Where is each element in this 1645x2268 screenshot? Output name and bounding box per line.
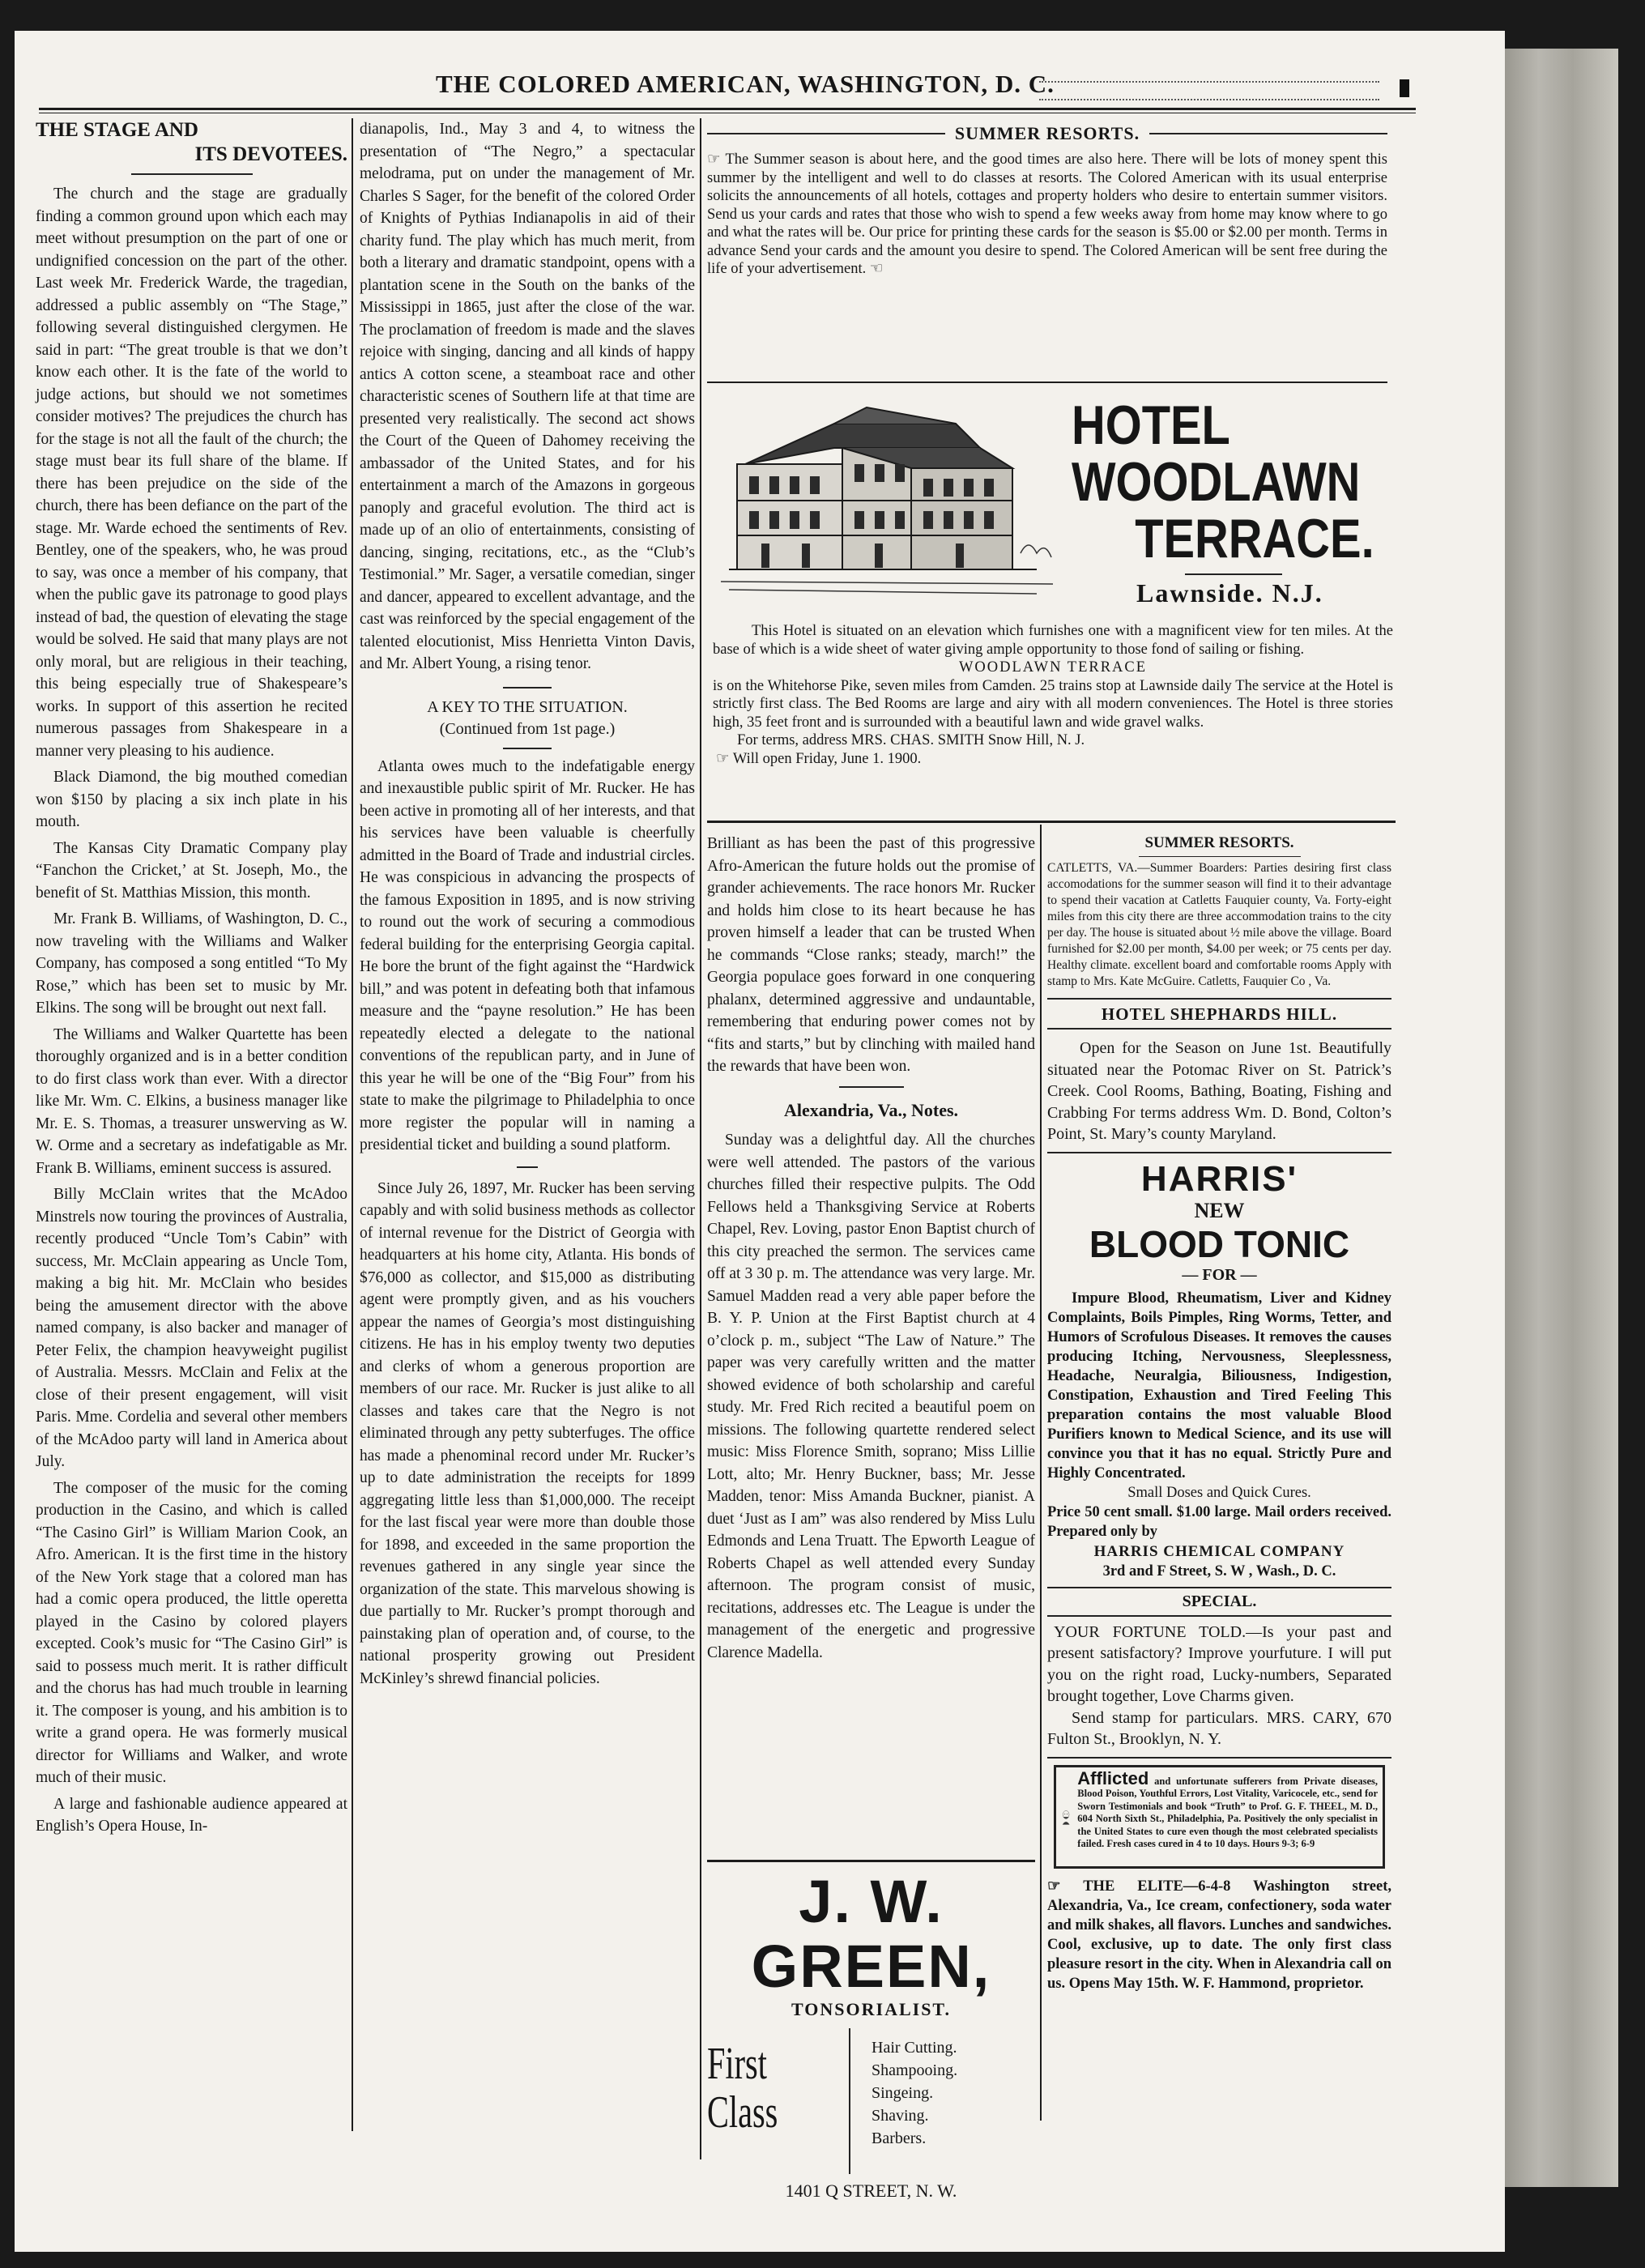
key-title: A KEY TO THE SITUATION. (427, 697, 628, 716)
column-rule (352, 118, 353, 2131)
resorts-intro-text: The Summer season is about here, and the good times are also here. There will be lots of money spent this summer by the intelligent and well to do classes at resorts. The Colored American with its usual enterprise solicits the announcements of all hotels, cottages and property holders who desire to entertain summer visitors. Send us your cards and rates that those who wish to spend a few weeks away from home may know where to go and what the rates will be. Our price for printing these cards for the season is $5.00 or $2.00 per month. Terms in advance Send your cards and the amount you desire to spend. The Colored American will be sent free during the life of your advertisement. (707, 151, 1387, 277)
harris-body: Impure Blood, Rheumatism, Liver and Kidney Complaints, Boils Pimples, Ring Worms, Tetter, and Humors of Scrofulous Diseases. It removes the causes producing Itching, Nervousness, Sleeplessness, Headache, Neuralgia, Biliousness, Indigestion, Constipation, Exhaustion and Tired Feeling This preparation contains the most valuable Blood Purifiers known to Medical Science, and its use will convince you that it has no equal. Strictly Pure and Highly Concentrated. (1047, 1290, 1391, 1481)
column-rule (1040, 825, 1042, 2121)
green-name: J. W. GREEN, (751, 1868, 991, 2000)
paragraph: The Kansas City Dramatic Company play “Fanchon the Cricket,’ at St. Joseph, Mo., the benefit of St. Matthias Mission, this month. (36, 839, 347, 902)
pointing-hand-icon: ☞ (716, 750, 733, 767)
hotel-illustration (713, 391, 1061, 606)
afflicted-head: Afflicted (1077, 1767, 1149, 1788)
paragraph: Since July 26, 1897, Mr. Rucker has been serving capably and with solid business methods as collector of internal revenue for the District of Georgia with headquarters at his home city, Atlanta. His bonds of $76,000 as collector, and $15,000 as distributing agent were promptly given, and as his vouchers appear the names of Georgia’s most distinguishing citizens. He has in his employ twenty two deputies and clerks of whom a generous proportion are members of our race. Mr. Rucker is just alike to all classes and takes care that the Negro is not eliminated through any petty subterfuges. The office has made a phenominal record under Mr. Rucker’s up to date administration the receipts for 1899 aggregating little less than $1,000,000. The receipt for the last fiscal year were more than double those for 1898, and exceeded in the same proportion the revenues gathered in any single year since the organization of the state. This marvelous showing is due partially to Mr. Rucker’s prompt thorough and painstaking plan of operation and, of course, to the national prosperity growing out President McKinley’s shrewd financial policies. (360, 1179, 695, 1687)
service-item: Hair Cutting. (872, 2039, 957, 2057)
hotel-terms: For terms, address MRS. CHAS. SMITH Snow Hill, N. J. (737, 732, 1085, 748)
afflicted-advertisement (1054, 1765, 1385, 1869)
doctor-portrait-icon (1061, 1772, 1071, 1861)
column-two (360, 118, 695, 1694)
class-label: Class (707, 2087, 778, 2138)
harris-price: Price 50 cent small. $1.00 large. Mail orders received. Prepared only by (1047, 1503, 1391, 1540)
hotel-body-2: is on the Whitehorse Pike, seven miles from Camden. 25 trains stop at Lawnside daily The service at the Hotel is strictly first class. The Bed Rooms are large and airy with all modern conveniences. The Hotel is three stories high, 35 feet front and is surrounded with a beautiful lawn and wide gravel walks. (713, 677, 1393, 731)
key-subtitle: (Continued from 1st page.) (439, 720, 616, 738)
special-notice-2: Send stamp for particulars. MRS. CARY, 670 Fulton St., Brooklyn, N. Y. (1047, 1708, 1391, 1748)
column-rule (700, 118, 701, 2159)
divider (517, 1166, 538, 1168)
hotel-engraving (713, 391, 1061, 606)
green-services-block (707, 2028, 1035, 2174)
paragraph: Mr. Frank B. Williams, of Washington, D. C., now traveling with the Williams and Walker Company, has composed a song entitled “To My Rose,” which has been set to music by Mr. Elkins. The song will be brought out next fall. (36, 910, 347, 1017)
green-address: 1401 Q STREET, N. W. (785, 2181, 957, 2201)
divider (503, 687, 552, 688)
hotel-location: Lawnside. N.J. (1136, 578, 1323, 608)
harris-address: 3rd and F Street, S. W , Wash., D. C. (1102, 1562, 1336, 1580)
section-rule (1047, 998, 1391, 1000)
divider (503, 748, 552, 749)
hotel-rule (1185, 573, 1282, 575)
hotel-body: This Hotel is situated on an elevation which furnishes one with a magnificent view for ten miles. At the base of which is a wide sheet of water giving ample opportunity to those fond of sailing or fishing. (713, 623, 1393, 658)
harris-tonic: BLOOD TONIC (1089, 1222, 1350, 1265)
resorts-title-2: SUMMER RESORTS. (1144, 834, 1294, 851)
resorts-heading (707, 123, 1387, 144)
paragraph: Brilliant as has been the past of this progressive Afro-American the future holds out the promise of grander achievements. The race honors Mr. Rucker and holds him close to its heart because he has proven himself a leader that can be trusted When he commands “Close ranks; steady, march!” the Georgia populace goes forward in one conquering phalanx, determined aggressive and undauntable, remembering that enduring power comes not by “fits and starts,” but by clinching with mailed hand the rewards that have been won. (707, 835, 1035, 1075)
paragraph: Billy McClain writes that the McAdoo Minstrels now touring the provinces of Australia, recently produced “Uncle Tom’s Cabin” with success, Mr. McClain appearing as Uncle Tom, making a big hit. Mr. McClain who besides being the amusement director with the above named company, is also backer and manager of Peter Felix, the champion heavyweight pugilist of Australia. Messrs. McClain and Felix at the close of their present engagement, will visit Paris. Mme. Cordelia and several other members of the McAdoo party will land in America about July. (36, 1186, 347, 1470)
elite-notice (1047, 1877, 1391, 1993)
paragraph: The Williams and Walker Quartette has been thoroughly organized and is in a better condition to do first class work than ever. With a director like Mr. Wm. C. Elkins, a business manager like Mr. E. S. Thomas, a treasurer unswerving as W. W. Orme and a secretary as indefatigable as Mr. Frank B. Williams, eminent success is assured. (36, 1025, 347, 1177)
paragraph: Black Diamond, the big mouthed comedian won $150 by placing a six inch plate in his mouth. (36, 769, 347, 830)
section-rule (1047, 1757, 1391, 1759)
hotel-name-line2: WOODLAWN (1072, 451, 1361, 513)
green-trade: TONSORIALIST. (791, 1999, 951, 2019)
ad-rule (707, 1860, 1035, 1862)
first-class-block (707, 2028, 850, 2174)
masthead: THE COLORED AMERICAN, WASHINGTON, D. C. (436, 70, 1055, 98)
heading-rule (1149, 133, 1387, 134)
masthead-rule (39, 108, 1416, 110)
summer-resorts-notice (707, 123, 1387, 279)
paragraph: dianapolis, Ind., May 3 and 4, to witness the presentation of “The Negro,” a spectacular melodrama, put on under the management of Mr. Charles S Sager, for the benefit of the colored Order of Knights of Pythias Indianapolis in aid of their charity fund. The play which has much merit, from both a literary and dramatic standpoint, opens with a plantation scene in the South on the banks of the Mississippi in 1865, just after the close of the war. The proclamation of freedom is made and the slaves rejoice with singing, dancing and all kinds of happy antics A cotton scene, a steamboat race and other characteristic scenes of Southern life at that time are presented very realistically. The second act shows the Court of the Queen of Dahomey receiving the ambassador of the United States, and for his entertainment a march of the Amazons in gorgeous panoply and graceful evolution. The third act is made up of an olio of entertainments, consisting of dancing, singing, recitations, etc., as the “Club’s Testimonial.” Mr. Sager, a versatile comedian, singer and dancer, appeared to excellent advantage, and the cast was reinforced by the special engagement of the talented elocutionist, Miss Henrietta Vinton Davis, and Mr. Albert Young, a rising tenor. (360, 121, 695, 672)
paragraph: A large and fashionable audience appeared at English’s Opera House, In- (36, 1795, 347, 1835)
page-marker (1400, 79, 1409, 97)
stage-article (36, 118, 347, 1842)
hotel-subhead: WOODLAWN TERRACE (958, 659, 1148, 676)
hotel-opening: Will open Friday, June 1. 1900. (732, 750, 922, 767)
book-binding (1505, 49, 1618, 2187)
article-title-2: ITS DEVOTEES. (194, 143, 347, 165)
paragraph: Sunday was a delightful day. All the churches were well attended. The pastors of the various churches filled their respective pulpits. The Odd Fellows held a Thanksgiving Service at Roberts Chapel, Rev. Loving, pastor Enon Baptist church of this city preached the sermon. The services came off at 3 30 p. m. The attendance was very large. Mr. Samuel Madden read a very able paper before the B. Y. P. Union at the First Baptist church at 4 o’clock p. m., subject “The Law of Nature.” The paper was very carefully written and the matter showed evidence of both scholarship and careful study. Mr. Fred Rich recited a beautiful poem on missions. The following quartette rendered select music: Miss Florence Smith, soprano; Miss Lillie Lott, alto; Mr. Henry Buckner, bass; Mr. Jesse Madden, tenor: Miss Amanda Buckner, pianist. A duet ‘Just as I am” was also rendered by Miss Lulu Edmonds and Lena Truatt. The Epworth League of Roberts Chapel as well attended every Sunday afternoon. The program consist of music, recitations, addresses etc. The League is under the management of the energetic and progressive Clarence Madella. (707, 1132, 1035, 1661)
service-item: Barbers. (872, 2129, 927, 2147)
elite-text: THE ELITE—6-4-8 Washington street, Alexandria, Va., Ice cream, confectionery, soda water and milk shakes, all flavors. Lunches and sandwiches. Cool, exclusive, up to date. The only first class pleasure resort in the city. When in Alexandria call on us. Opens May 15th. W. F. Hammond, proprietor. (1047, 1878, 1391, 1992)
stamp-mark (1039, 81, 1379, 100)
divider (1139, 856, 1301, 857)
hotel-name-line1: HOTEL (1072, 394, 1230, 456)
afflicted-body: and unfortunate sufferers from Private diseases, Blood Poison, Youthful Errors, Lost Vitality, Varicocele, etc., send for Sworn Testimonials and book “Truth” to Prof. G. F. THEEL, M. D., 604 North Sixth St., Philadelphia, Pa. Positively the only specialist in the United States to cure even though the most celebrated specialists failed. Fresh cases cured in 4 to 10 days. Hours 9-3; 6-9 (1077, 1775, 1379, 1849)
hotel-advertisement (713, 622, 1393, 768)
divider (839, 1086, 904, 1088)
shephard-notice: Open for the Season on June 1st. Beautifully situated near the Potomac River on St. Patrick’s Creek. Cool Rooms, Bathing, Boating, Fishing and Crabbing For terms address Wm. D. Bond, Colton’s Point, St. Mary’s county Maryland. (1047, 1039, 1391, 1143)
service-item: Shaving. (872, 2107, 929, 2125)
section-rule (1047, 1615, 1391, 1617)
pointing-hand-icon: ☞ (1047, 1878, 1084, 1895)
green-advertisement (707, 1869, 1035, 2202)
column-four (1047, 833, 1391, 1993)
resorts-intro (707, 151, 1387, 279)
harris-for: — FOR — (1182, 1265, 1257, 1284)
heading-rule (707, 133, 945, 134)
harris-new: NEW (1194, 1198, 1245, 1222)
newspaper-page (15, 31, 1505, 2252)
section-rule (1047, 1028, 1391, 1030)
section-rule (707, 821, 1396, 823)
paragraph: The composer of the music for the coming production in the Casino, and which is called “The Casino Girl” is William Marion Cook, an Afro. American. It is the first time in the history of the New York stage that a colored man has had a comic opera produced, the little operetta played in the Casino by colored players excepted. Cook’s music for “The Casino Girl” is said to possess much merit. It is rather difficult and the chorus has had much trouble in learning it. The composer is young, and his ambition is to write a grand opera. He was formerly musical director for Williams and Walker, and wrote much of their music. (36, 1479, 347, 1786)
section-rule (707, 382, 1387, 383)
afflicted-text-block (1077, 1767, 1379, 1861)
harris-doses: Small Doses and Quick Cures. (1127, 1484, 1311, 1501)
shephard-title: HOTEL SHEPHARDS HILL. (1101, 1004, 1338, 1024)
service-item: Singeing. (872, 2084, 934, 2102)
catletts-notice: CATLETTS, VA.—Summer Boarders: Parties desiring first class accomodations for the summer season will find it to their advantage to spend their vacation at Catletts Fauquier county, Va. Forty-eight miles from this city there are three accommodation trains to the city per day. The house is situated about ½ mile above the village. Board furnished for $2.00 per month, $4.00 per week; or 75 cents per day. Healthy climate. excellent board and comfortable rooms Apply with stamp to Mrs. Kate McGuire. Catletts, Fauquier Co , Va. (1047, 861, 1391, 988)
special-title: SPECIAL. (1182, 1592, 1257, 1610)
pointing-hand-icon: ☜ (866, 261, 884, 277)
first-label: First (707, 2039, 767, 2089)
special-notice: YOUR FORTUNE TOLD.—Is your past and present satisfactory? Improve yourfuture. I will put you on the right road, Lucky-numbers, Separated brought together, Love Charms given. (1047, 1622, 1391, 1705)
services-list (850, 2028, 957, 2174)
pointing-hand-icon: ☞ (707, 151, 726, 168)
hotel-name-block (1072, 394, 1396, 608)
section-rule (1047, 1152, 1391, 1153)
harris-company: HARRIS CHEMICAL COMPANY (1093, 1542, 1345, 1560)
section-rule (1047, 1587, 1391, 1588)
hotel-name-line3: TERRACE. (1135, 508, 1374, 569)
article-title: THE STAGE AND (36, 119, 198, 141)
resorts-title: SUMMER RESORTS. (954, 123, 1140, 143)
column-three (707, 833, 1035, 1668)
alexandria-title: Alexandria, Va., Notes. (783, 1099, 959, 1120)
title-rule (131, 173, 253, 175)
harris-title: HARRIS' (1140, 1158, 1298, 1199)
paragraph: Atlanta owes much to the indefatigable energy and inexaustible public spirit of Mr. Rucker. He has been active in promoting all of her interests, and that his services have been valuable is cheerfully admitted in the Board of Trade and industrial circles. He was conspicious in advancing the prospects of the famous Exposition in 1895, and is now striving to round out the work of securing a commodious federal building for the enterprising Georgia capital. He bore the brunt of the fight against the “Hardwick bill,” and was potent in defeating both that infamous measure and the “payne resolution.” He has been repeatedly elected a delegate to the national conventions of the republican party, and in June of this year he will be one of the “Big Four” from his state to make the pilgrimage to Philadelphia to once more register the popular will in naming a presidential ticket and building a sound platform. (360, 757, 695, 1153)
paragraph: The church and the stage are gradually finding a common ground upon which each may meet without presumption on the part of one or undignified concession on the part of the other. Last week Mr. Frederick Warde, the tragedian, addressed a public assembly on “The Stage,” following several distinguished clergymen. He said in part: “The great trouble is that we don’t know each other. It is the fate of the world to judge actions, but should we not sometimes consider motives? The prejudices the church has for the stage is not all the fault of the church; the stage must bear its full share of the blame. If there has been prejudice on the side of the church, there has been defiance on the part of the stage. Mr. Warde echoed the sentiments of Rev. Bentley, one of the speakers, who, he was proud to say, was once a member of his company, that when the public gave its patronage to good plays instead of bad, the question of elevating the stage would be solved. He said that many plays are not only moral, but are religious in their teaching, this being especially true of Shakespeare’s works. In support of this assertion he recited numerous passages from Shakespeare in a manner very pleasing to his audience. (36, 185, 348, 760)
service-item: Shampooing. (872, 2061, 958, 2079)
